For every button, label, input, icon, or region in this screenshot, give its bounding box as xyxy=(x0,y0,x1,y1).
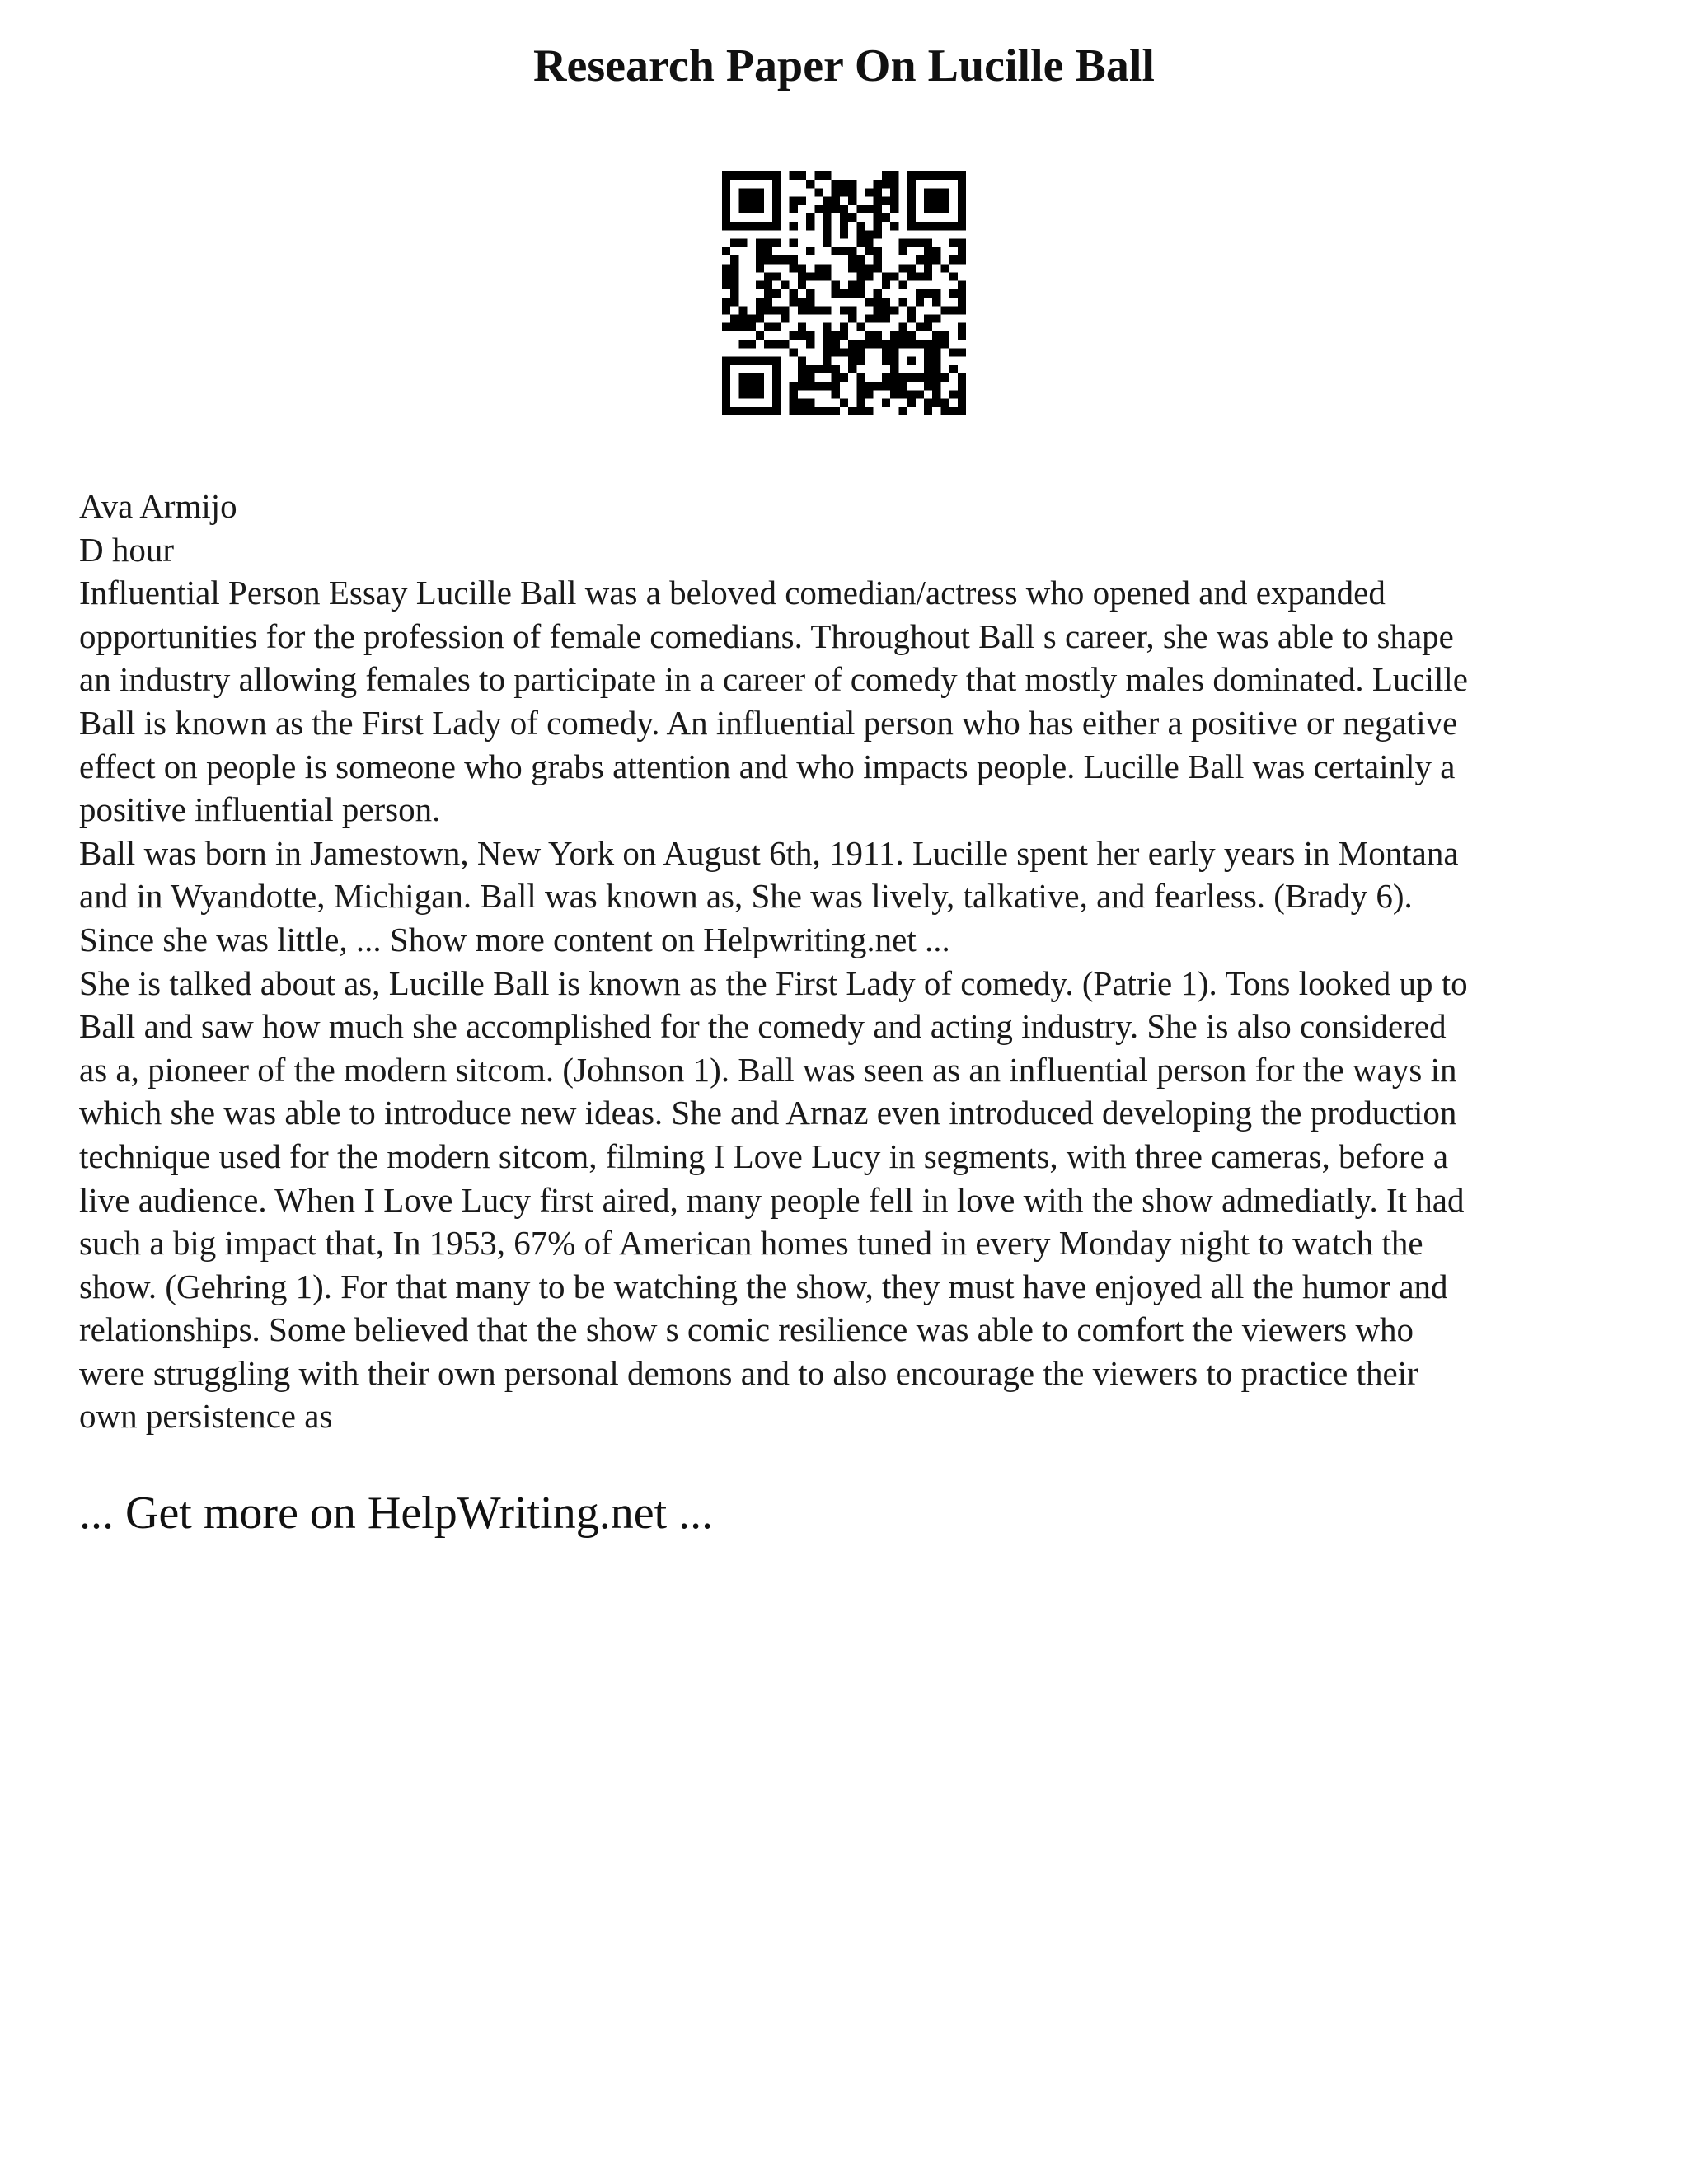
paragraph-3-line-11: own persistence as xyxy=(79,1397,333,1436)
paragraph-3-line-9: relationships. Some believed that the show s comic resilience was able to comfort the viewers who xyxy=(79,1310,1414,1349)
paragraph-1-line-1: Influential Person Essay Lucille Ball was a beloved comedian/actress who opened and expanded xyxy=(79,574,1386,612)
paragraph-3-line-4: which she was able to introduce new ideas. She and Arnaz even introduced developing the production xyxy=(79,1094,1457,1132)
paragraph-3-line-10: were struggling with their own personal demons and to also encourage the viewers to practice their xyxy=(79,1353,1418,1392)
paragraph-3-line-8: show. (Gehring 1). For that many to be watching the show, they must have enjoyed all the humor and xyxy=(79,1267,1448,1305)
get-more-link[interactable]: ... Get more on HelpWriting.net ... xyxy=(79,1488,714,1539)
paragraph-1-line-5: effect on people is someone who grabs attention and who impacts people. Lucille Ball was certainly a xyxy=(79,747,1456,785)
paragraph-2-line-3: Since she was little, ... Show more content on Helpwriting.net ... xyxy=(79,920,950,958)
paragraph-3-line-1: She is talked about as, Lucille Ball is known as the First Lady of comedy. (Patrie 1). Tons looked up to xyxy=(79,963,1468,1002)
qr-code-icon xyxy=(722,171,966,415)
paragraph-2-line-2: and in Wyandotte, Michigan. Ball was known as, She was lively, talkative, and fearless. (Brady 6). xyxy=(79,877,1413,916)
class-period: D hour xyxy=(79,530,175,569)
paragraph-1-line-4: Ball is known as the First Lady of comedy. An influential person who has either a positive or negative xyxy=(79,703,1458,742)
paragraph-3-line-3: as a, pioneer of the modern sitcom. (Johnson 1). Ball was seen as an influential person for the ways in xyxy=(79,1050,1457,1089)
paragraph-3-line-5: technique used for the modern sitcom, filming I Love Lucy in segments, with three cameras, before a xyxy=(79,1137,1449,1175)
page-title: Research Paper On Lucille Ball xyxy=(533,40,1155,91)
paragraph-1-line-6: positive influential person. xyxy=(79,790,441,829)
essay-body xyxy=(79,485,1629,1438)
paragraph-1-line-3: an industry allowing females to participate in a career of comedy that mostly males dominated. Lucille xyxy=(79,660,1469,699)
paragraph-2-line-1: Ball was born in Jamestown, New York on August 6th, 1911. Lucille spent her early years in Montana xyxy=(79,833,1459,872)
paragraph-3-line-2: Ball and saw how much she accomplished for the comedy and acting industry. She is also considered xyxy=(79,1007,1447,1046)
paragraph-3-line-6: live audience. When I Love Lucy first aired, many people fell in love with the show admediatly. It had xyxy=(79,1180,1465,1219)
paragraph-1-line-2: opportunities for the profession of female comedians. Throughout Ball s career, she was able to shape xyxy=(79,616,1454,655)
author-name: Ava Armijo xyxy=(79,487,237,525)
paragraph-3-line-7: such a big impact that, In 1953, 67% of American homes tuned in every Monday night to watch the xyxy=(79,1224,1423,1263)
